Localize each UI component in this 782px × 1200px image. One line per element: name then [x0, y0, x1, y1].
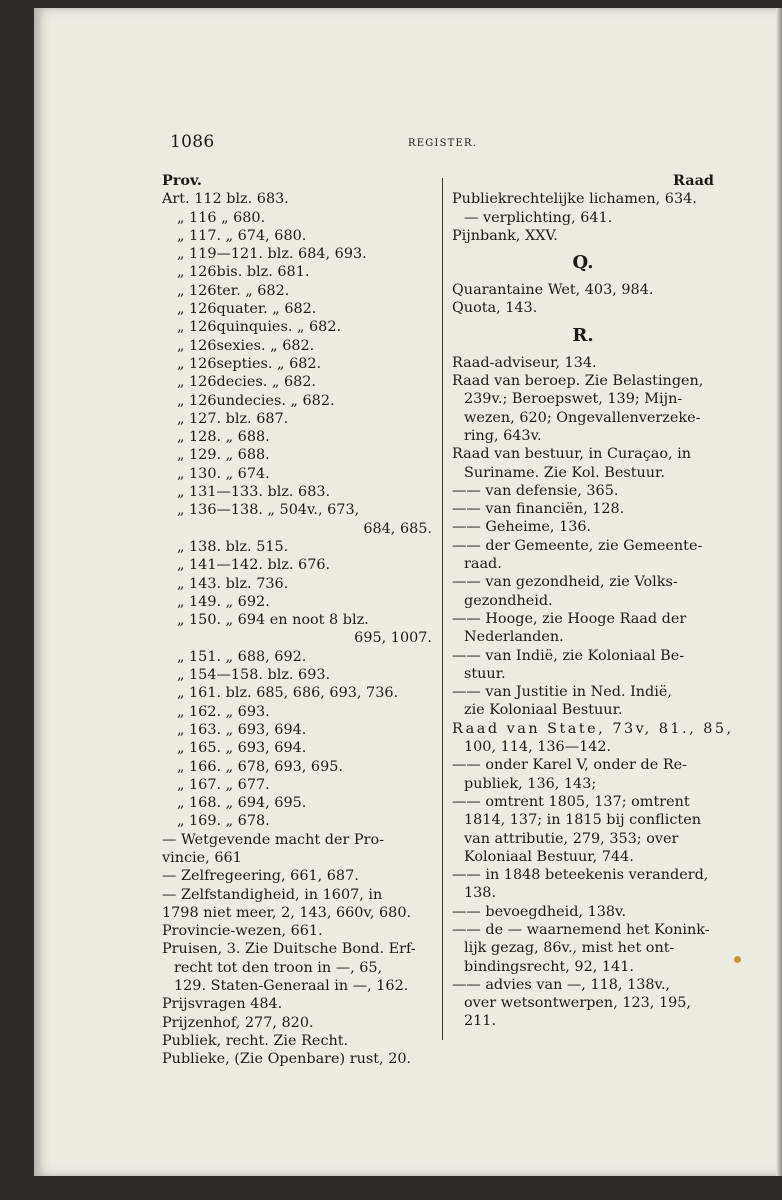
index-line: „ 126decies. „ 682. [177, 374, 317, 391]
index-line: 1798 niet meer, 2, 143, 660v, 680. [162, 904, 412, 921]
index-line: stuur. [464, 665, 506, 682]
index-line: Koloniaal Bestuur, 744. [464, 848, 634, 865]
index-line: Pijnbank, XXV. [452, 227, 558, 244]
index-line: „ 143. blz. 736. [177, 575, 289, 592]
heading-prov: Prov. [162, 172, 202, 189]
index-line: —— van defensie, 365. [452, 482, 619, 499]
index-line: „ 161. blz. 685, 686, 693, 736. [177, 685, 399, 702]
index-line: Quota, 143. [452, 300, 538, 317]
index-line: van attributie, 279, 353; over [464, 830, 679, 847]
index-line: —— onder Karel V, onder de Re- [452, 757, 688, 774]
index-line: „ 136—138. „ 504v., 673, [177, 502, 360, 519]
index-line: 211. [464, 1013, 497, 1030]
index-line: Publiekrechtelijke lichamen, 634. [452, 191, 697, 208]
index-line: „ 165. „ 693, 694. [177, 740, 307, 757]
index-line: gezondheid. [464, 592, 553, 609]
index-line: Publieke, (Zie Openbare) rust, 20. [162, 1051, 412, 1068]
index-line: ring, 643v. [464, 427, 542, 444]
index-line: Publiek, recht. Zie Recht. [162, 1032, 349, 1049]
index-line: Prijsvragen 484. [162, 996, 283, 1013]
index-line: „ 119—121. blz. 684, 693. [177, 246, 367, 263]
column-rule [442, 178, 443, 1040]
index-line: Quarantaine Wet, 403, 984. [452, 282, 654, 299]
index-line: „ 149. „ 692. [177, 593, 270, 610]
index-line: 129. Staten-Generaal in —, 162. [174, 978, 409, 995]
index-line: lijk gezag, 86v., mist het ont- [464, 940, 675, 957]
index-line: 100, 114, 136—142. [464, 739, 612, 756]
index-line: —— Hooge, zie Hooge Raad der [452, 610, 687, 627]
index-line: „ 138. blz. 515. [177, 538, 289, 555]
index-line: Nederlanden. [464, 629, 564, 646]
index-line: Art. 112 blz. 683. [162, 191, 289, 208]
index-line: „ 162. „ 693. [177, 703, 270, 720]
index-line: „ 129. „ 688. [177, 447, 270, 464]
index-line: Pruisen, 3. Zie Duitsche Bond. Erf- [162, 941, 416, 958]
index-line: „ 128. „ 688. [177, 429, 270, 446]
index-line: „ 126bis. blz. 681. [177, 264, 310, 281]
index-line: 684, 685. [363, 520, 432, 537]
index-line: — Wetgevende macht der Pro- [162, 831, 385, 848]
index-line: 138. [464, 885, 497, 902]
index-line: Raad van bestuur, in Curaçao, in [452, 446, 692, 463]
index-line: —— bevoegdheid, 138v. [452, 903, 627, 920]
index-line: „ 130. „ 674. [177, 465, 270, 482]
index-line: —— advies van —, 118, 138v., [452, 976, 671, 993]
index-line: —— van gezondheid, zie Volks- [452, 574, 678, 591]
index-line: raad. [464, 556, 502, 573]
index-line: vincie, 661 [162, 849, 242, 866]
index-line: „ 169. „ 678. [177, 813, 270, 830]
index-line: „ 166. „ 678, 693, 695. [177, 758, 343, 775]
index-line: „ 151. „ 688, 692. [177, 648, 307, 665]
index-line: —— omtrent 1805, 137; omtrent [452, 793, 690, 810]
index-line: —— in 1848 beteekenis veranderd, [452, 867, 709, 884]
left-column [162, 172, 432, 1069]
right-column [452, 172, 734, 1031]
index-line: zie Koloniaal Bestuur. [464, 702, 623, 719]
index-line: „ 117. „ 674, 680. [177, 227, 307, 244]
index-line: „ 163. „ 693, 694. [177, 721, 307, 738]
index-line: 695, 1007. [354, 630, 432, 647]
index-line: „ 154—158. blz. 693. [177, 667, 331, 684]
index-line: — verplichting, 641. [464, 209, 613, 226]
index-line: „ 126ter. „ 682. [177, 282, 290, 299]
index-line: publiek, 136, 143; [464, 775, 597, 792]
index-line: Prijzenhof, 277, 820. [162, 1014, 314, 1031]
index-line: recht tot den troon in —, 65, [174, 959, 383, 976]
index-line: „ 126sexies. „ 682. [177, 337, 315, 354]
ink-spot [734, 956, 741, 963]
index-line: Raad-adviseur, 134. [452, 354, 597, 371]
index-line: Raad van State, 73v, 81., 85, [452, 720, 734, 737]
catchword: Raad [672, 172, 714, 189]
index-line: „ 126quater. „ 682. [177, 301, 317, 318]
index-line: Raad van beroep. Zie Belastingen, [452, 373, 704, 390]
index-line: „ 126quinquies. „ 682. [177, 319, 342, 336]
index-line: „ 150. „ 694 en noot 8 blz. [177, 612, 369, 629]
index-line: — Zelfstandigheid, in 1607, in [162, 886, 383, 903]
index-line: over wetsontwerpen, 123, 195, [464, 995, 691, 1012]
index-line: —— der Gemeente, zie Gemeente- [452, 537, 703, 554]
running-head: REGISTER. [408, 138, 478, 149]
index-line: „ 127. blz. 687. [177, 410, 289, 427]
index-line: —— van financiën, 128. [452, 501, 625, 518]
index-line: „ 141—142. blz. 676. [177, 557, 331, 574]
page-number: 1086 [170, 132, 215, 152]
index-line: Suriname. Zie Kol. Bestuur. [464, 464, 665, 481]
index-line: —— van Indië, zie Koloniaal Be- [452, 647, 685, 664]
page-edge [776, 8, 782, 1176]
index-line: —— van Justitie in Ned. Indië, [452, 684, 672, 701]
index-line: Provincie-wezen, 661. [162, 923, 323, 940]
index-line: „ 126undecies. „ 682. [177, 392, 335, 409]
section-letter-q: Q. [572, 252, 594, 274]
index-line: „ 167. „ 677. [177, 776, 270, 793]
index-line: 1814, 137; in 1815 bij conflicten [464, 812, 701, 829]
index-line: „ 131—133. blz. 683. [177, 484, 331, 501]
section-letter-r: R. [572, 324, 594, 346]
index-line: „ 168. „ 694, 695. [177, 795, 307, 812]
index-line: —— Geheime, 136. [452, 519, 592, 536]
index-line: wezen, 620; Ongevallenverzeke- [464, 409, 701, 426]
index-line: bindingsrecht, 92, 141. [464, 958, 634, 975]
index-line: —— de — waarnemend het Konink- [452, 921, 710, 938]
index-line: „ 116 „ 680. [177, 209, 266, 226]
index-line: 239v.; Beroepswet, 139; Mijn- [464, 391, 683, 408]
index-line: „ 126septies. „ 682. [177, 355, 322, 372]
index-line: — Zelfregeering, 661, 687. [162, 868, 359, 885]
